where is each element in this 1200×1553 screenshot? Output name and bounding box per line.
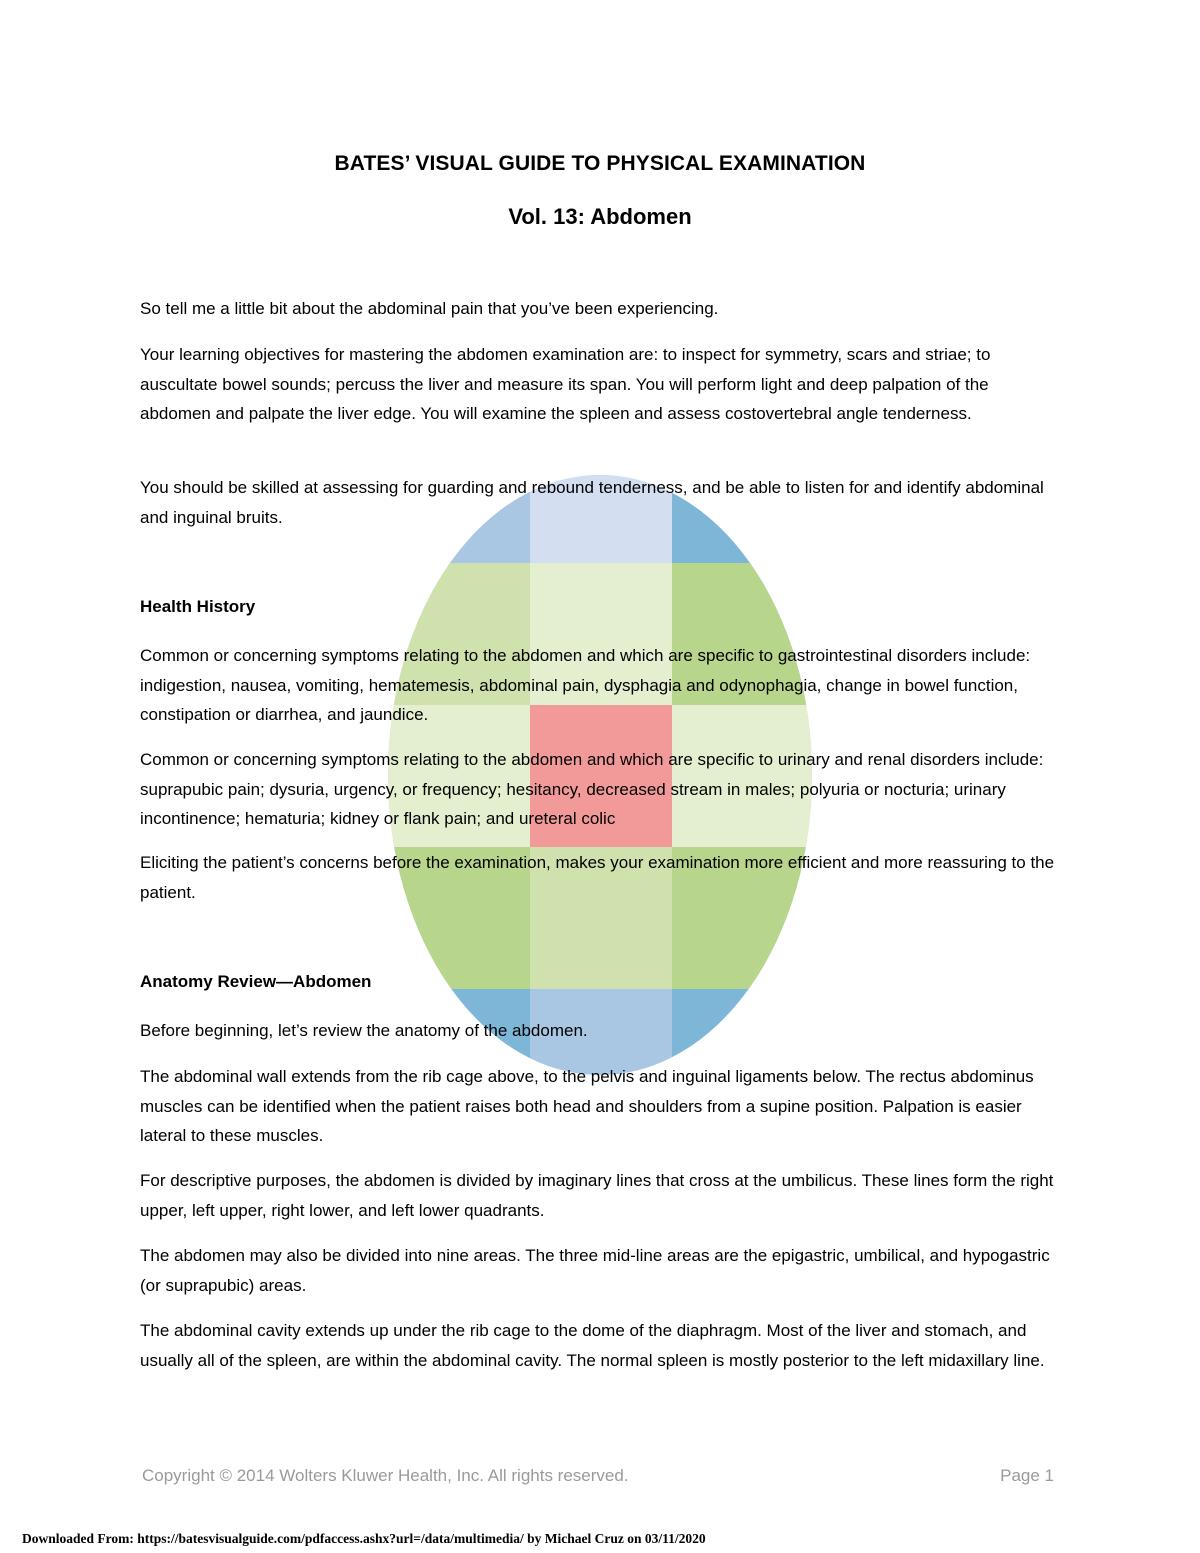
intro-paragraph-1: So tell me a little bit about the abdominal pain that you’ve been experiencing. [140,299,719,318]
download-source-note: Downloaded From: https://batesvisualguide.com/pdfaccess.ashx?url=/data/multimedia/ by Michael Cruz on 03/11/2020 [22,1531,706,1546]
footer-copyright: Copyright © 2014 Wolters Kluwer Health, Inc. All rights reserved. [142,1466,629,1485]
section-heading-anatomy-review: Anatomy Review—Abdomen [140,972,372,991]
document-title: BATES’ VISUAL GUIDE TO PHYSICAL EXAMINATION [334,152,866,175]
health-history-paragraph-1: Common or concerning symptoms relating to the abdomen and which are specific to gastrointestinal disorders include: indigestion, nausea, vomiting, hematemesis, abdominal pain, dysphagia and odynophagia, change in bowel function, constipation or diarrhea, and jaundice. [140,646,1031,724]
anatomy-paragraph-4: The abdomen may also be divided into nine areas. The three mid-line areas are the epigastric, umbilical, and hypogastric (or suprapubic) areas. [140,1246,1050,1295]
health-history-paragraph-3: Eliciting the patient’s concerns before the examination, makes your examination more efficient and more reassuring to the patient. [140,853,1055,902]
intro-paragraph-2: Your learning objectives for mastering the abdomen examination are: to inspect for symmetry, scars and striae; to auscultate bowel sounds; percuss the liver and measure its span. You will perform light and deep palpation of the abdomen and palpate the liver edge. You will examine the spleen and assess costovertebral angle tenderness. [140,345,991,423]
document-subtitle: Vol. 13: Abdomen [508,204,692,229]
anatomy-paragraph-2: The abdominal wall extends from the rib cage above, to the pelvis and inguinal ligaments below. The rectus abdominus muscles can be identified when the patient raises both head and shoulders from a supine position. Palpation is easier lateral to these muscles. [140,1067,1034,1145]
intro-paragraph-3: You should be skilled at assessing for guarding and rebound tenderness, and be able to listen for and identify abdominal and inguinal bruits. [140,478,1044,527]
section-heading-health-history: Health History [140,597,256,616]
health-history-paragraph-2: Common or concerning symptoms relating to the abdomen and which are specific to urinary and renal disorders include: suprapubic pain; dysuria, urgency, or frequency; hesitancy, decreased stream in males; polyuria or nocturia; urinary incontinence; hematuria; kidney or flank pain; and ureteral colic [140,750,1044,828]
anatomy-paragraph-5: The abdominal cavity extends up under the rib cage to the dome of the diaphragm. Most of the liver and stomach, and usually all of the spleen, are within the abdominal cavity. The normal spleen is mostly posterior to the left midaxillary line. [140,1321,1045,1370]
footer-page-number: Page 1 [1000,1466,1054,1485]
anatomy-paragraph-1: Before beginning, let’s review the anatomy of the abdomen. [140,1021,588,1040]
anatomy-paragraph-3: For descriptive purposes, the abdomen is divided by imaginary lines that cross at the umbilicus. These lines form the right upper, left upper, right lower, and left lower quadrants. [140,1171,1054,1220]
